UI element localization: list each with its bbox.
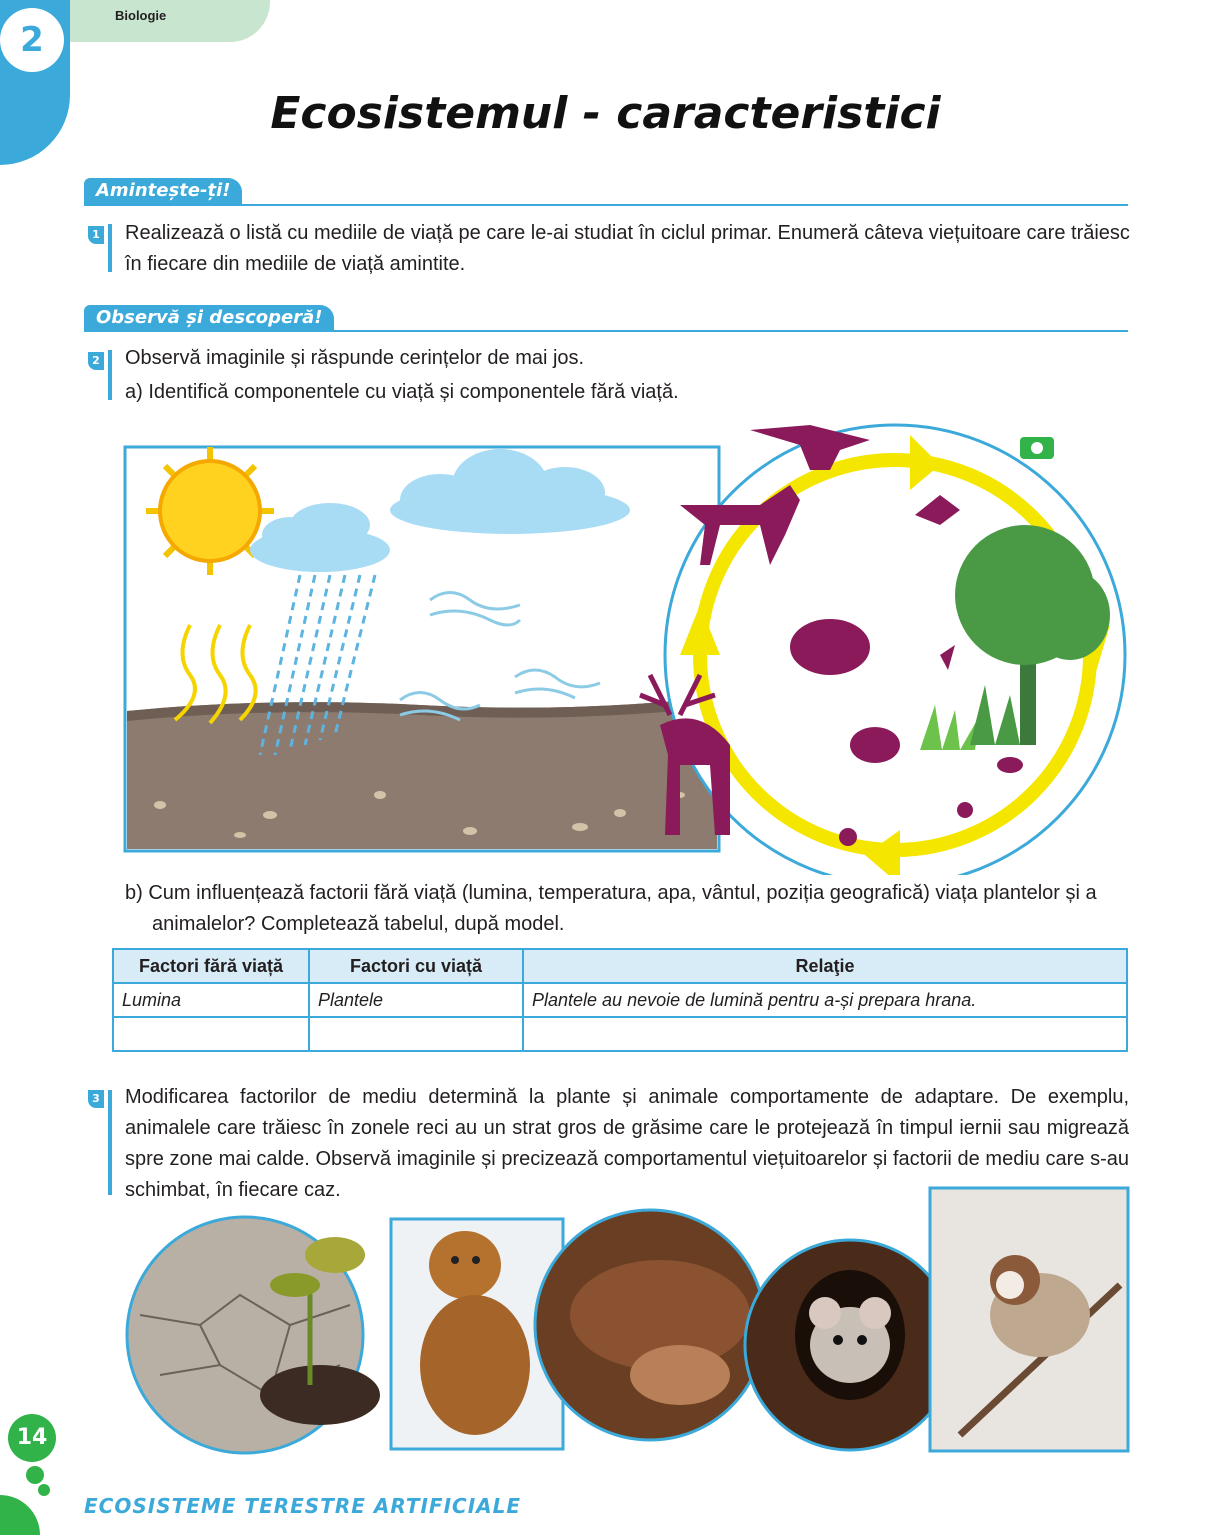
table-row: [113, 983, 1127, 1017]
adaptation-photos: [120, 1185, 1135, 1460]
exercise-2-part-b: b) Cum influențează factorii fără viață (lumina, temperatura, apa, vântul, poziția geografică) viața plantelor și a animalelor? Completează tabelul, după model.: [125, 882, 1097, 935]
section-observe: Observă și descoperă!: [84, 305, 334, 331]
page-title: Ecosistemul - caracteristici: [270, 88, 941, 139]
section-remember: Amintește-ți!: [84, 178, 242, 204]
table-cell: Lumina: [113, 983, 309, 1017]
table-cell: Plantele au nevoie de lumină pentru a-și prepara hrana.: [523, 983, 1127, 1017]
table-header: Factori fără viață: [113, 949, 309, 983]
chapter-number: 2: [0, 8, 64, 72]
exercise-1-text: Realizează o listă cu mediile de viață pe care le-ai studiat în ciclul primar. Enumeră câteva viețuitoare care trăiesc în fiecare din mediile de viață amintite.: [125, 222, 1130, 275]
table-header-row: [113, 949, 1127, 983]
exercise-bar: [108, 1090, 112, 1195]
dormouse-photo: [745, 1240, 955, 1450]
sparrow-photo: [930, 1188, 1128, 1451]
exercise-number: 3: [88, 1090, 104, 1108]
exercise-3-text: Modificarea factorilor de mediu determină la plante și animale comportamente de adaptare. De exemplu, animalele care trăiesc în zonele reci au un strat gros de grăsime care le protejează în timpul iernii sau migrează spre zone mai calde. Observă imaginile și precizează comportamentul viețuitoarelor și factorii de mediu care s-au schimbat, în fiecare caz.: [125, 1086, 1129, 1201]
exercise-number: 2: [88, 352, 104, 370]
exercise-bar: [108, 350, 112, 400]
table-header: Relaţie: [523, 949, 1127, 983]
page-number: 14: [8, 1414, 56, 1462]
table-cell: Plantele: [309, 983, 523, 1017]
unit-title: ECOSISTEME TERESTRE ARTIFICIALE: [84, 1494, 522, 1518]
table-cell[interactable]: [113, 1017, 309, 1051]
sleeping-bear-photo: [535, 1210, 765, 1440]
exercise-2-part-a: a) Identifică componentele cu viață și componentele fără viață.: [125, 381, 679, 403]
table-cell[interactable]: [309, 1017, 523, 1051]
table-row: [113, 1017, 1127, 1051]
exercise-bar: [108, 224, 112, 272]
small-bird-icon: [997, 757, 1023, 773]
rabbit-icon: [850, 727, 900, 763]
factors-table: [112, 948, 1128, 1052]
insect-icon: [957, 802, 973, 818]
section-divider: [84, 330, 1128, 332]
decor-dot: [26, 1466, 44, 1484]
boar-icon: [790, 619, 870, 675]
section-divider: [84, 204, 1128, 206]
table-header: Factori cu viață: [309, 949, 523, 983]
mushroom-icon: [839, 828, 857, 846]
subject-label: Biologie: [115, 8, 167, 23]
decor-dot: [38, 1484, 50, 1496]
decor-corner: [0, 1495, 40, 1535]
table-cell[interactable]: [523, 1017, 1127, 1051]
exercise-2-intro: Observă imaginile și răspunde cerințelor de mai jos.: [125, 347, 585, 369]
exercise-number: 1: [88, 226, 104, 244]
ecosystem-illustration: [120, 415, 1140, 875]
dry-soil-photo: [127, 1217, 380, 1453]
